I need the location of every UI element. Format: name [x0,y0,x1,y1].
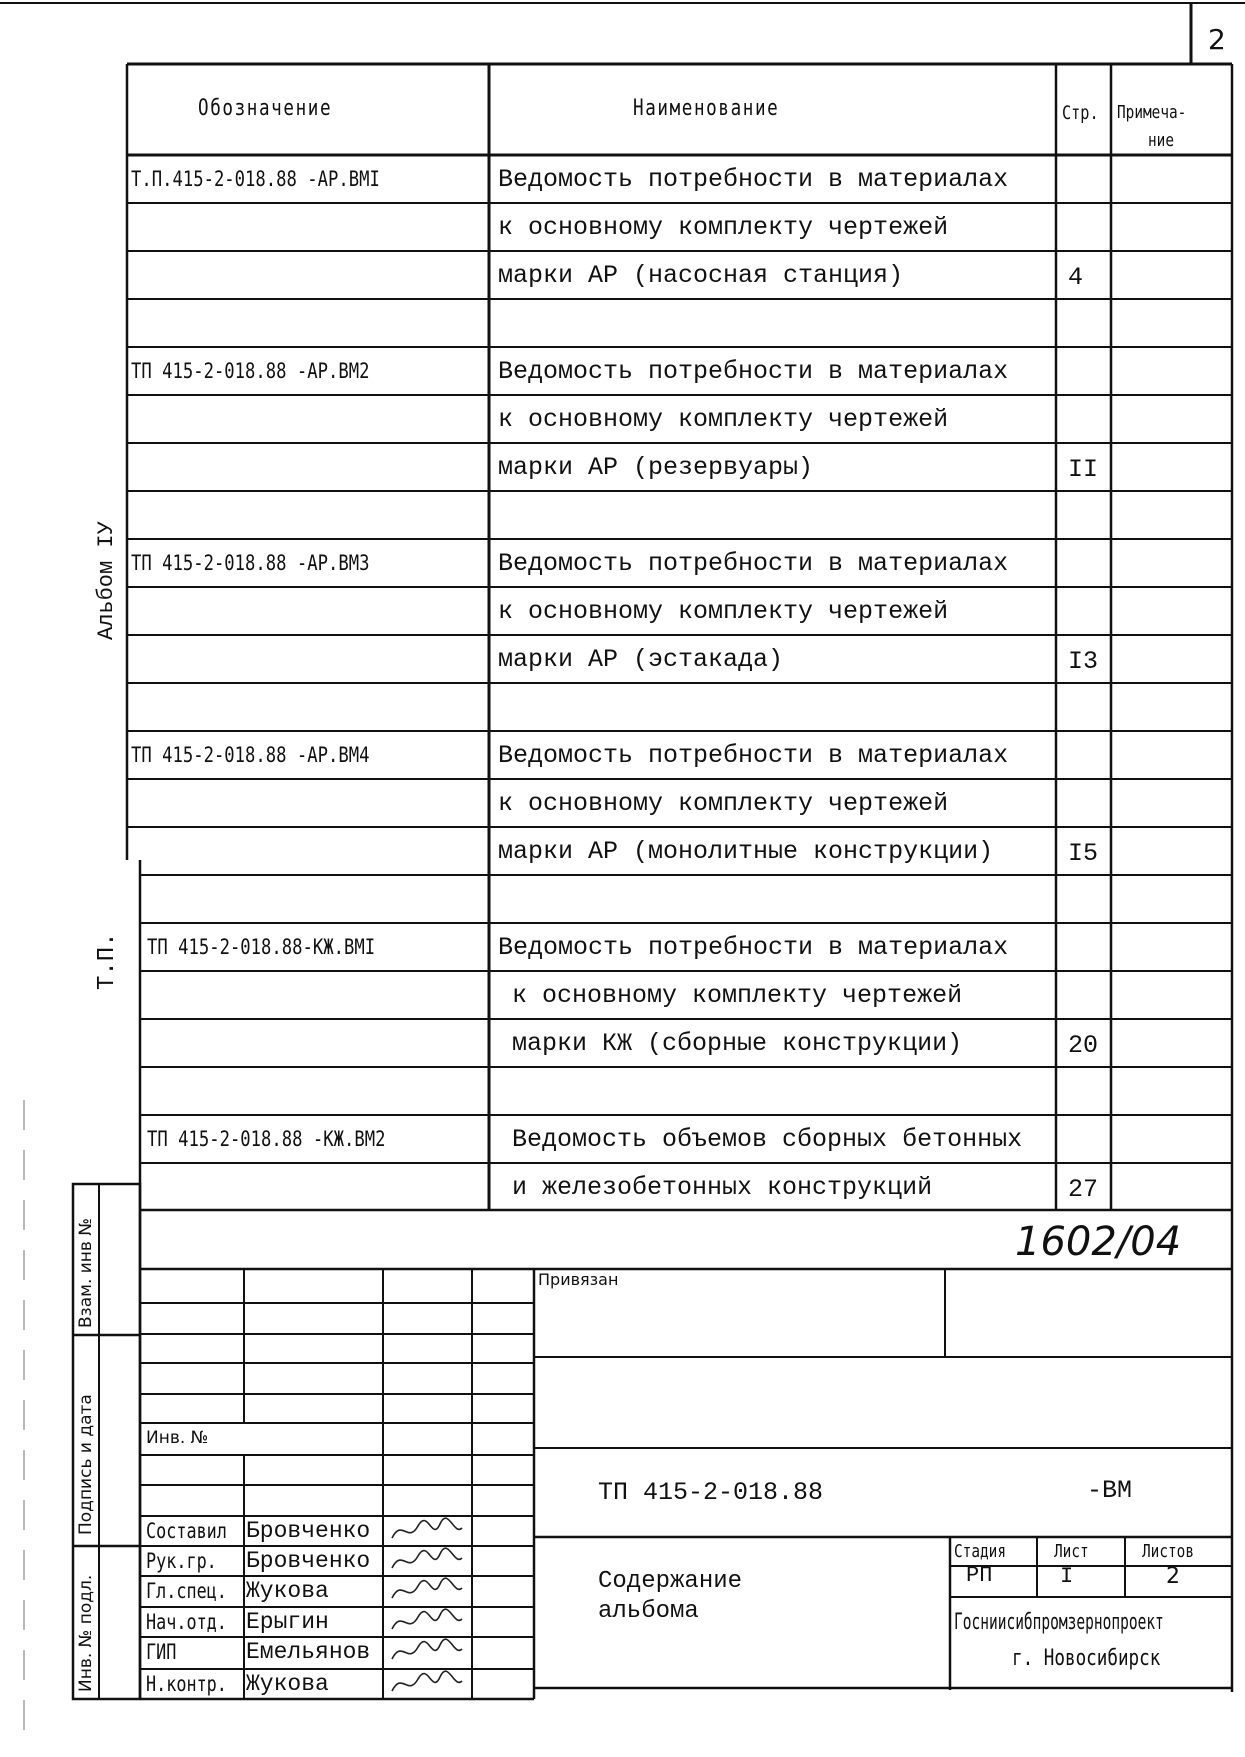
entry-designation: ТП 415-2-018.88 -АР.ВМ2 [131,359,370,383]
stage-value: РП [966,1563,993,1588]
doc-suffix: -ВМ [1087,1476,1133,1505]
entry-page: I3 [1068,647,1099,676]
entry-name-line: марки АР (эстакада) [498,645,784,674]
inv-orig-label: Инв. № подл. [76,1574,96,1692]
entry-name-line: марки АР (насосная станция) [498,261,904,290]
inv-label: Инв. № [146,1428,209,1448]
sheet-value: I [1060,1564,1074,1589]
signature-icon [388,1667,468,1701]
sheets-value: 2 [1166,1564,1180,1589]
entry-page: 4 [1068,263,1084,292]
signer-name: Бровченко [246,1548,371,1574]
doc-code: ТП 415-2-018.88 [598,1478,824,1507]
entry-name-line: к основному комплекту чертежей [498,597,949,626]
entry-name-line: к основному комплекту чертежей [498,213,949,242]
entry-name-line: к основному комплекту чертежей [512,981,963,1010]
entry-name-line: Ведомость потребности в материалах [498,357,1009,386]
handwritten-number: 1602/04 [1015,1219,1182,1265]
org-name: Гоcниисибпромзернопроект [954,1610,1164,1635]
header-designation: Обозначение [198,96,333,121]
entry-name-line: и железобетонных конструкций [512,1173,933,1202]
signer-name: Жукова [246,1671,329,1697]
signature-icon [388,1605,468,1639]
signer-role: Нач.отд. [146,1610,227,1634]
signature-icon [388,1544,468,1578]
entry-page: 27 [1068,1175,1099,1204]
tp-label: Т.П. [94,932,121,990]
entry-designation: ТП 415-2-018.88 -АР.ВМ3 [131,551,370,575]
header-note-2: ние [1148,130,1175,151]
entry-name-line: марки АР (резервуары) [498,453,814,482]
doc-title-line-2: альбома [598,1598,699,1625]
entry-name-line: Ведомость потребности в материалах [498,549,1009,578]
entry-name-line: марки АР (монолитные конструкции) [498,837,994,866]
entry-page: II [1068,455,1099,484]
signer-role: Рук.гр. [146,1549,217,1573]
signature-icon [388,1635,468,1669]
entry-designation: Т.П.415-2-018.88 -АР.ВМI [131,167,380,191]
signer-role: Н.контр. [146,1672,227,1696]
header-page: Стр. [1062,102,1099,124]
signer-role: ГИП [146,1640,177,1664]
entry-name-line: к основному комплекту чертежей [498,405,949,434]
replace-inv-label: Взам. инв № [76,1217,96,1328]
header-note-1: Примеча- [1117,102,1187,123]
entry-name-line: Ведомость потребности в материалах [498,933,1009,962]
signature-icon [388,1574,468,1608]
entry-name-line: марки КЖ (сборные конструкции) [512,1029,963,1058]
signer-name: Бровченко [246,1518,371,1544]
signer-name: Жукова [246,1578,329,1604]
signature-icon [388,1514,468,1548]
entry-designation: ТП 415-2-018.88-КЖ.ВМI [147,935,376,959]
signer-role: Составил [146,1519,227,1543]
sign-date-label: Подпись и дата [76,1394,96,1535]
signer-name: Емельянов [246,1639,371,1665]
entry-name-line: Ведомость потребности в материалах [498,165,1009,194]
entry-name-line: Ведомость потребности в материалах [498,741,1009,770]
entry-name-line: к основному комплекту чертежей [498,789,949,818]
entry-designation: ТП 415-2-018.88 -АР.ВМ4 [131,743,370,767]
entry-name-line: Ведомость объемов сборных бетонных [512,1125,1023,1154]
signer-role: Гл.спец. [146,1579,227,1603]
bound-label: Привязан [538,1270,619,1289]
sheets-label: Листов [1142,1541,1195,1562]
header-name: Наименование [633,96,780,121]
stage-label: Стадия [954,1541,1007,1562]
signer-name: Ерыгин [246,1609,329,1635]
entry-designation: ТП 415-2-018.88 -КЖ.ВМ2 [147,1127,386,1151]
album-label: Альбом IУ [94,521,119,640]
entry-page: I5 [1068,839,1099,868]
sheet-label: Лист [1054,1541,1089,1562]
doc-title-line-1: Содержание [598,1568,743,1595]
sheet-number: 2 [1208,23,1226,56]
org-city: г. Новосибирск [1012,1646,1161,1671]
entry-page: 20 [1068,1031,1099,1060]
